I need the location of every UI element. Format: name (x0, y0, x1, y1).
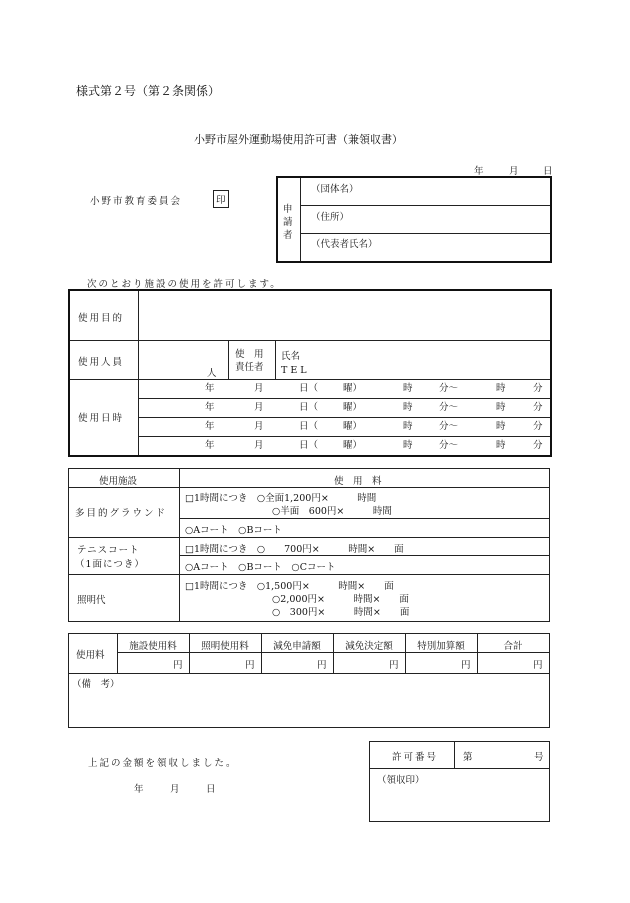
lighting-line3[interactable]: ○ 300円× 時間× 面 (272, 607, 410, 618)
responsible-label-1: 使 用 (235, 349, 264, 360)
datetime-row-3-hour2: 時 (496, 421, 506, 432)
purpose-field[interactable] (142, 295, 542, 335)
ground-name: 多目的グラウンド (75, 508, 168, 519)
receipt-text: 上記の金額を領収しました。 (88, 758, 238, 769)
datetime-row-2-year: 年 (205, 402, 215, 413)
form-id: 様式第２号（第２条関係） (76, 84, 221, 98)
applicant-label (278, 178, 301, 261)
datetime-row-4-min2: 分 (533, 440, 543, 451)
name-label: 氏名 (281, 351, 301, 362)
lighting-line1[interactable]: □1時間につき ○1,500円× 時間× 面 (185, 581, 394, 592)
datetime-row-2-min1: 分～ (439, 402, 459, 413)
lighting-line2[interactable]: ○2,000円× 時間× 面 (272, 594, 409, 605)
payment-header-lighting: 照明使用料 (201, 641, 249, 652)
payment-label: 使用料 (76, 650, 105, 661)
permit-no-label: 許可番号 (392, 752, 439, 763)
datetime-row-1-month: 月 (254, 383, 264, 394)
applicant-address-field[interactable]: （住所） (311, 212, 350, 223)
receipt-seal-label: （領収印） (377, 775, 425, 786)
datetime-row-4-month: 月 (254, 440, 264, 451)
payment-unit: 円 (317, 660, 327, 671)
datetime-row-3-day: 日（ (299, 421, 319, 432)
datetime-row-3-weekday: 曜） (343, 421, 363, 432)
datetime-row-4-hour2: 時 (496, 440, 506, 451)
people-label: 使用人員 (78, 357, 125, 368)
applicant-box (276, 176, 552, 263)
datetime-label: 使用日時 (78, 413, 125, 424)
datetime-row-4-day: 日（ (299, 440, 319, 451)
applicant-label-char: 申 (283, 204, 293, 215)
payment-header-facility: 施設使用料 (129, 641, 177, 652)
datetime-row-1-hour2: 時 (496, 383, 506, 394)
receipt-year: 年 (134, 784, 144, 795)
datetime-row-2-month: 月 (254, 402, 264, 413)
datetime-row-3-min1: 分～ (439, 421, 459, 432)
datetime-row-2-weekday: 曜） (343, 402, 363, 413)
datetime-row-1-hour1: 時 (403, 383, 413, 394)
datetime-row-4-year: 年 (205, 440, 215, 451)
payment-unit: 円 (461, 660, 471, 671)
seal-mark: 印 (213, 190, 229, 208)
people-unit: 人 (207, 368, 217, 379)
datetime-row-3-month: 月 (254, 421, 264, 432)
payment-unit: 円 (389, 660, 399, 671)
payment-table (68, 633, 550, 728)
datetime-row-4-min1: 分～ (439, 440, 459, 451)
datetime-row-1-min2: 分 (533, 383, 543, 394)
applicant-rep-field[interactable]: （代表者氏名） (311, 239, 378, 250)
payment-header-reduction-decision: 減免決定額 (345, 641, 393, 652)
datetime-row-2-min2: 分 (533, 402, 543, 413)
payment-unit: 円 (533, 660, 543, 671)
datetime-row-2-day: 日（ (299, 402, 319, 413)
permit-no-prefix: 第 (463, 752, 473, 763)
ground-line2[interactable]: ○半面 600円× 時間 (272, 506, 392, 517)
tennis-name-1: テニスコート (77, 545, 140, 556)
payment-header-reduction-request: 減免申請額 (273, 641, 321, 652)
datetime-row-3-min2: 分 (533, 421, 543, 432)
applicant-label-char: 者 (283, 230, 293, 241)
tel-label: TEL (281, 365, 310, 376)
page-title: 小野市屋外運動場使用許可書（兼領収書） (194, 133, 403, 146)
date-year: 年 (474, 166, 484, 177)
receipt-day: 日 (206, 784, 216, 795)
applicant-label-char: 請 (283, 217, 293, 228)
applicant-org-field[interactable]: （団体名） (311, 184, 359, 195)
issuer-name: 小野市教育委員会 (90, 196, 183, 207)
payment-unit: 円 (245, 660, 255, 671)
datetime-row-3-year: 年 (205, 421, 215, 432)
permit-no-suffix: 号 (534, 752, 544, 763)
tennis-courts[interactable]: ○Aコート ○Bコート ○Cコート (185, 562, 336, 573)
payment-header-total: 合計 (503, 641, 523, 652)
permit-box (369, 741, 550, 822)
fee-header-fee: 使 用 料 (334, 476, 382, 487)
fee-header-facility: 使用施設 (99, 476, 138, 487)
datetime-row-4-hour1: 時 (403, 440, 413, 451)
intro-text: 次のとおり施設の使用を許可します。 (87, 279, 282, 290)
ground-line1[interactable]: □1時間につき ○全面1,200円× 時間 (185, 493, 377, 504)
date-month: 月 (509, 166, 519, 177)
payment-header-special: 特別加算額 (417, 641, 465, 652)
datetime-row-1-year: 年 (205, 383, 215, 394)
datetime-row-2-hour1: 時 (403, 402, 413, 413)
fee-table (68, 468, 550, 622)
datetime-row-2-hour2: 時 (496, 402, 506, 413)
remarks-field[interactable] (72, 690, 544, 722)
datetime-row-1-weekday: 曜） (343, 383, 363, 394)
datetime-row-1-min1: 分～ (439, 383, 459, 394)
remarks-label: （備 考） (72, 679, 120, 690)
ground-courts[interactable]: ○Aコート ○Bコート (185, 525, 282, 536)
datetime-row-4-weekday: 曜） (343, 440, 363, 451)
datetime-row-3-hour1: 時 (403, 421, 413, 432)
tennis-name-2: （1面につき） (75, 559, 145, 570)
receipt-month: 月 (170, 784, 180, 795)
datetime-row-1-day: 日（ (299, 383, 319, 394)
payment-unit: 円 (173, 660, 183, 671)
responsible-label-2: 責任者 (235, 362, 264, 373)
tennis-line1[interactable]: □1時間につき ○ 700円× 時間× 面 (185, 544, 404, 555)
lighting-name: 照明代 (77, 595, 106, 606)
date-day: 日 (543, 166, 553, 177)
purpose-label: 使用目的 (78, 313, 125, 324)
